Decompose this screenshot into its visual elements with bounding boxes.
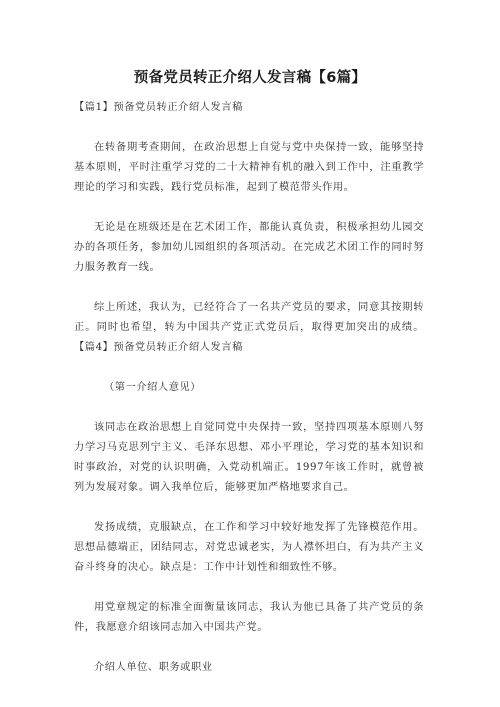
paragraph-7: 介绍人单位、职务或职业 [94,662,213,673]
document-title: 预备党员转正介绍人发言稿【6篇】 [133,70,367,86]
paragraph-1: 在转备期考查期间，在政治思想上自觉与党中央保持一致，能够坚持基本原则，平时注重学习党的二十大精神有机的融入到工作中，注重教学理论的学习和实践，践行党员标准，起到了模范带头作用。 [74,142,424,193]
subheading-first-introducer: （第一介绍人意见） [104,382,202,393]
document-body [74,98,424,698]
paragraph-5: 发扬成绩，克服缺点，在工作和学习中较好地发挥了先锋模范作用。思想品德端正，团结同志，对党忠诚老实，为人襟怀坦白，有为共产主义奋斗终身的决心。缺点是：工作中计划性和细致性不够。 [74,522,424,573]
paragraph-3: 综上所述，我认为，已经符合了一名共产党员的要求，同意其按期转正。同时也希望，转为中国共产党正式党员后，取得更加突出的成绩。【篇4】预备党员转正介绍人发言稿 [74,302,424,353]
paragraph-6: 用党章规定的标准全面衡量该同志，我认为他已具备了共产党员的条件，我愿意介绍该同志加入中国共产党。 [74,602,424,633]
paragraph-2: 无论是在班级还是在艺术团工作，都能认真负责，积极承担幼儿园交办的各项任务，参加幼儿园组织的各项活动。在完成艺术团工作的同时努力服务教育一线。 [74,222,424,273]
section-heading: 【篇1】预备党员转正介绍人发言稿 [74,102,243,113]
paragraph-4: 该同志在政治思想上自觉同党中央保持一致，坚持四项基本原则八努力学习马克思列宁主义、毛泽东思想、邓小平理论，学习党的基本知识和时事政治，对党的认识明确，入党动机端正。1997年该工作时，就曾被列为发展对象。调入我单位后，能够更加严格地要求自己。 [74,422,424,493]
